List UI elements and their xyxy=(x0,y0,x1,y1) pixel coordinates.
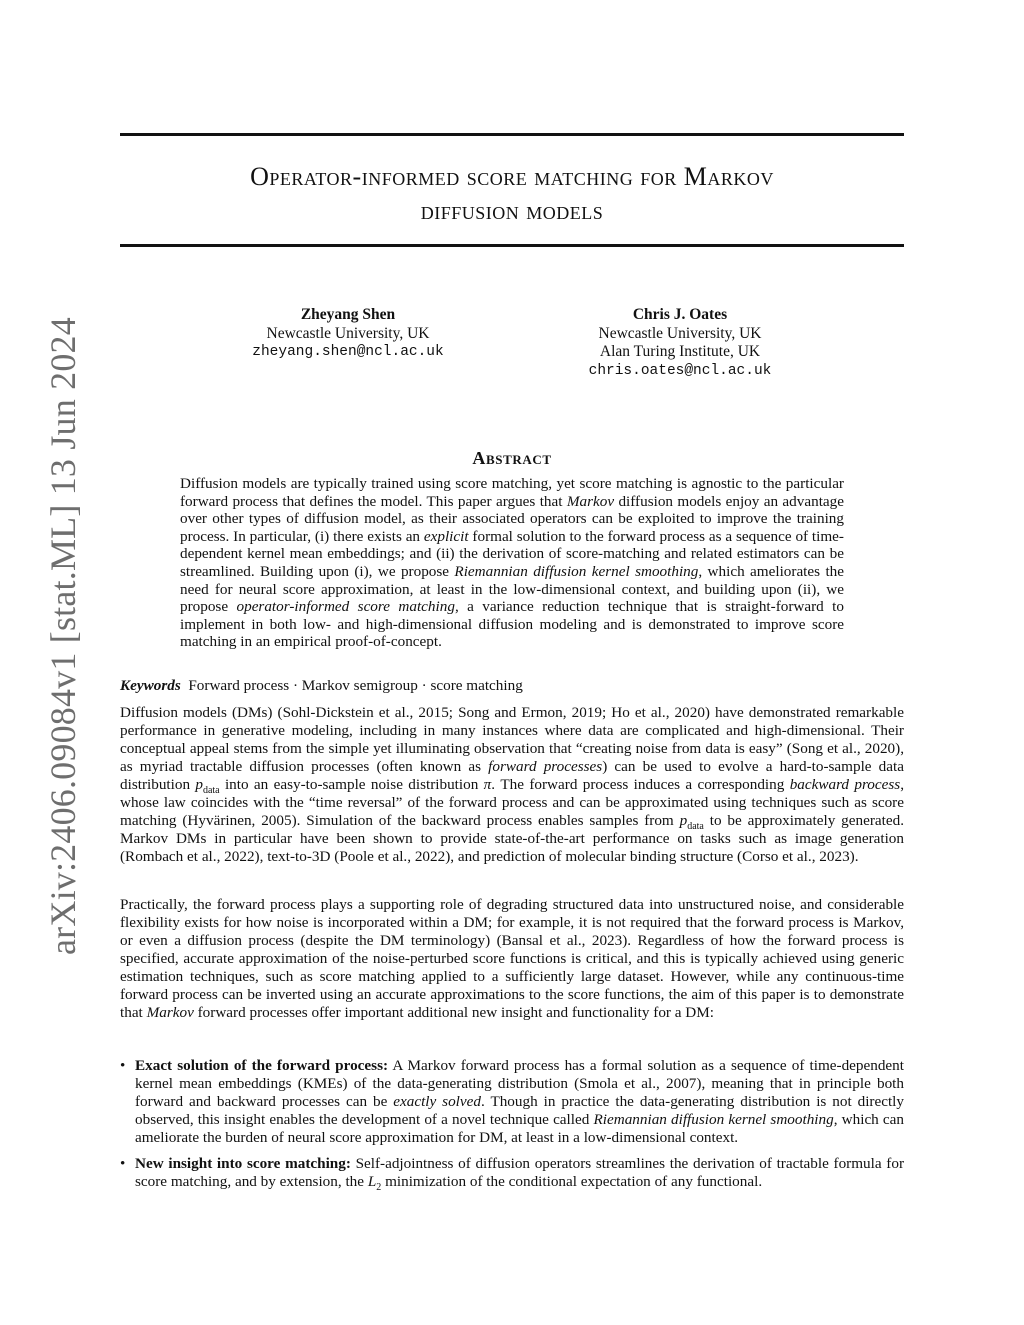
math-symbol-L: L xyxy=(367,1173,377,1190)
keywords-text: Forward process · Markov semigroup · score matching xyxy=(188,677,523,694)
author-block-1 xyxy=(240,306,456,362)
paragraph-text: Diffusion models (DMs) (Sohl-Dickstein et al., 2015; Song and Ermon, 2019; Ho et al., 2020) have demonstrated remarkable performance in generative modeling, including in many instances where data are complicated and high-dimensional. Their conceptual appeal stems from the simple yet illuminating observation that “creating noise from data is easy” (Song et al., 2020), as myriad tractable diffusion processes (often known as xyxy=(120,704,904,775)
author-affiliation: Newcastle University, UK xyxy=(266,324,430,342)
abstract-body xyxy=(180,475,844,651)
abstract-emphasis: operator-informed score matching xyxy=(236,598,455,616)
bullet-text: , which can ameliorate the burden of neural score approximation for DM, at least in a low-dimensional context. xyxy=(135,1111,904,1146)
abstract-emphasis: explicit xyxy=(423,527,469,545)
abstract-text: Diffusion models are typically trained using score matching, yet score matching is agnostic to the particular forward process that defines the model. This paper argues that xyxy=(180,475,844,510)
intro-paragraph-1 xyxy=(120,704,904,866)
author-email[interactable]: zheyang.shen@ncl.ac.uk xyxy=(252,344,444,360)
math-symbol-pi: π xyxy=(483,776,492,793)
paragraph-text: Practically, the forward process plays a supporting role of degrading structured data into unstructured noise, and considerable flexibility exists for how noise is incorporated within a DM; for example, it is not required that the forward process is Markov, or even a diffusion process (despite the DM terminology) (Bansal et al., 2023). Regardless of how the forward process is specified, accurate approximation of the noise-perturbed score functions is critical, and this is typically achieved using generic estimation techniques, such as score matching applied to a sufficiently large dataset. However, while any continuous-time forward process can be inverted using an accurate approximations to the score functions, the aim of this paper is to demonstrate that xyxy=(120,896,904,1021)
abstract-emphasis: Markov xyxy=(566,492,615,510)
bullet-text: . Though in practice the data-generating distribution is not directly observed, this insight enables the development of a novel technique called xyxy=(135,1093,904,1128)
abstract-text: , a variance reduction technique that is straight-forward to implement in both low- and high-dimensional diffusion modeling and is demonstrated to improve score matching in an empirical proof-of-concept. xyxy=(180,598,844,651)
bullet-emphasis: Riemannian diffusion kernel smoothing xyxy=(593,1111,834,1128)
math-symbol-p: p xyxy=(679,812,688,829)
title-line-1: Operator-informed score matching for Markov xyxy=(250,162,774,191)
abstract-emphasis: Riemannian diffusion kernel smoothing xyxy=(454,562,699,580)
bullet-emphasis: exactly solved xyxy=(393,1093,481,1110)
math-subscript: data xyxy=(202,785,220,797)
paragraph-text: . The forward process induces a corresponding xyxy=(491,776,790,793)
title-line-2: diffusion models xyxy=(420,196,604,225)
bullet-text: minimization of the conditional expectation of any functional. xyxy=(381,1173,763,1190)
author-name: Zheyang Shen xyxy=(300,306,396,323)
math-subscript: 2 xyxy=(376,1182,382,1194)
list-item xyxy=(120,1155,904,1194)
title-rule-top xyxy=(120,133,904,136)
paragraph-emphasis: backward process xyxy=(789,776,901,793)
intro-paragraph-2 xyxy=(120,896,904,1022)
bullet-icon: • xyxy=(120,1057,126,1074)
paragraph-emphasis: Markov xyxy=(146,1004,194,1021)
bullet-icon: • xyxy=(120,1155,126,1172)
author-name: Chris J. Oates xyxy=(632,306,728,323)
abstract-text: , which ameliorates the need for neural score approximation, at least in the low-dimensional context, and building upon (ii), we propose xyxy=(180,562,844,616)
contribution-list xyxy=(120,1057,904,1199)
abstract-text: formal solution to the forward process as a sequence of time-dependent kernel mean embeddings; and (ii) the derivation of score-matching and related estimators can be streamlined. Building upon (i), we propose xyxy=(180,527,844,580)
paragraph-text: , whose law coincides with the “time reversal” of the forward process and can be approximated using techniques such as score matching (Hyvärinen, 2005). Simulation of the backward process enables samples from xyxy=(120,776,904,829)
list-item xyxy=(120,1057,904,1147)
paragraph-text: ) can be used to evolve a hard-to-sample data distribution xyxy=(120,758,904,793)
paragraph-emphasis: forward processes xyxy=(488,758,603,775)
paragraph-text: to be approximately generated. Markov DMs in particular have been shown to provide state-of-the-art performance on tasks such as image generation (Rombach et al., 2022), text-to-3D (Poole et al., 2022), and prediction of molecular binding structure (Corso et al., 2023). xyxy=(120,812,904,865)
abstract-text: diffusion models enjoy an advantage over other types of diffusion model, as their associated operators can be exploited to improve the training process. In particular, (i) there exists an xyxy=(180,492,844,545)
author-affiliation-2: Alan Turing Institute, UK xyxy=(599,343,761,360)
arxiv-identifier[interactable]: arXiv:2406.09084v1 [stat.ML] 13 Jun 2024 xyxy=(43,317,83,955)
author-affiliation: Newcastle University, UK xyxy=(598,324,762,342)
paper-title xyxy=(120,160,904,228)
author-block-2 xyxy=(560,306,800,380)
keywords-line xyxy=(120,677,904,695)
title-rule-bottom xyxy=(120,244,904,247)
keywords-label: Keywords xyxy=(120,677,181,694)
paragraph-text: forward processes offer important additional new insight and functionality for a DM: xyxy=(193,1004,714,1021)
paragraph-text: into an easy-to-sample noise distribution xyxy=(219,776,484,793)
bullet-text: A Markov forward process has a formal solution as a sequence of time-dependent kernel mean embeddings (KMEs) of the data-generating distribution (Smola et al., 2007), meaning that in principle both forward and backward processes can be xyxy=(135,1057,904,1110)
math-symbol-p: p xyxy=(195,776,203,793)
bullet-text: Self-adjointness of diffusion operators streamlines the derivation of tractable formula for score matching, and by extension, the xyxy=(135,1155,904,1190)
abstract-heading: Abstract xyxy=(472,448,552,468)
author-email[interactable]: chris.oates@ncl.ac.uk xyxy=(588,362,772,379)
bullet-lead: Exact solution of the forward process: xyxy=(135,1057,389,1074)
math-subscript: data xyxy=(687,821,704,833)
bullet-lead: New insight into score matching: xyxy=(135,1155,351,1172)
